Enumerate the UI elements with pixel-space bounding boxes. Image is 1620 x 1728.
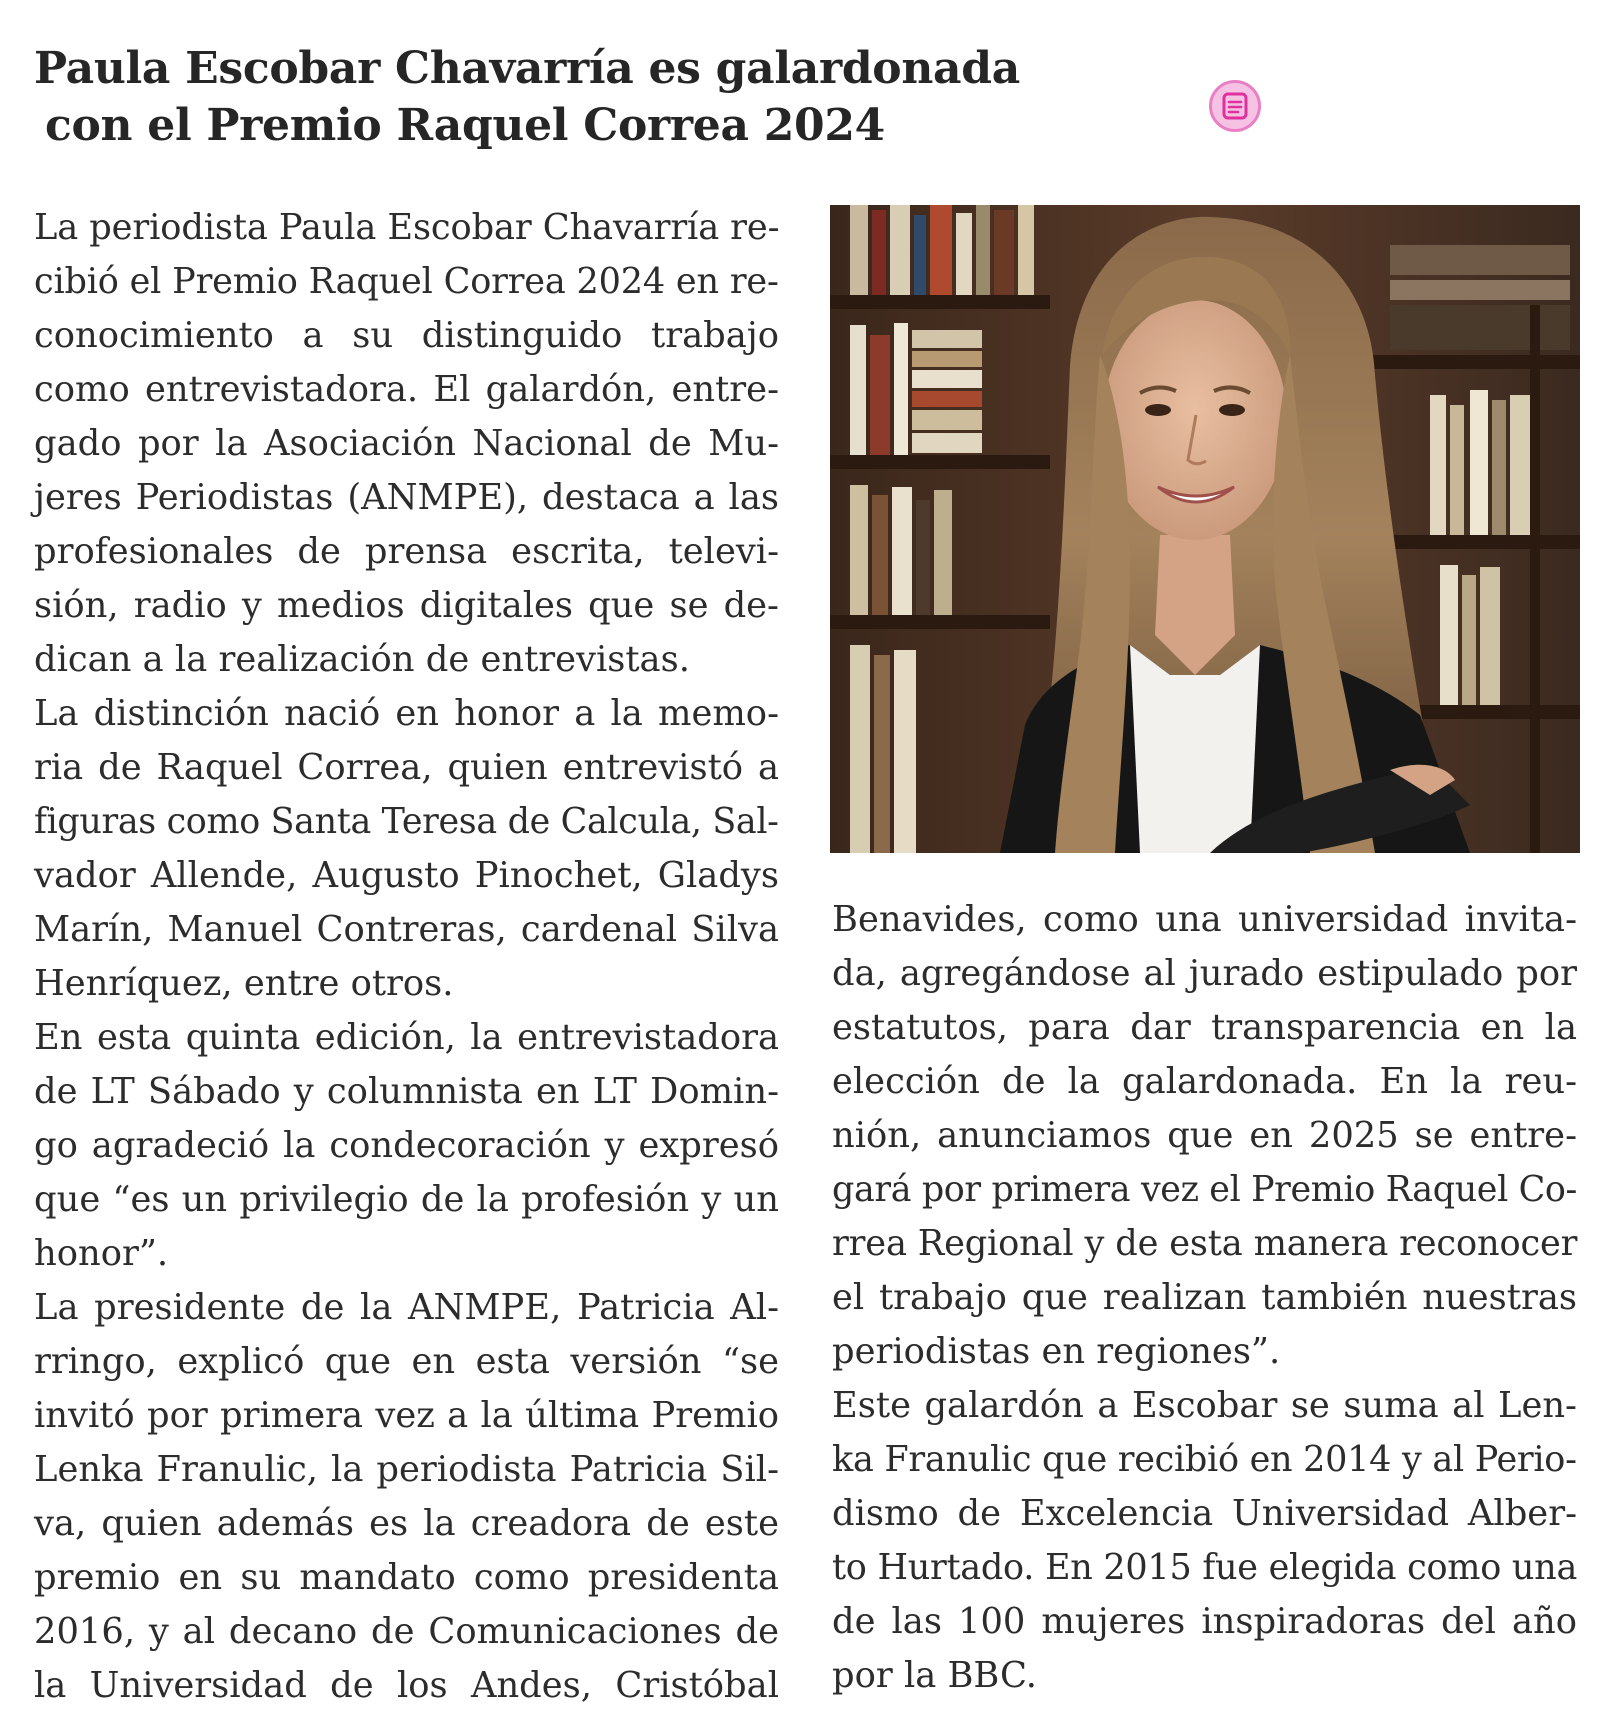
article-text-line: honor”. [34, 1233, 169, 1274]
article-text-line: conocimiento a su distinguido trabajo [34, 315, 779, 356]
article-text-line: sión, radio y medios digitales que se de- [34, 585, 779, 626]
article-column-right [832, 893, 1577, 1703]
article-text-line: Lenka Franulic, la periodista Patricia Sil- [34, 1449, 779, 1490]
headline-line-1: Paula Escobar Chavarría es galardonada [34, 43, 1020, 94]
article-text-line: Este galardón a Escobar se suma al Len- [832, 1385, 1577, 1426]
article-text-line: Henríquez, entre otros. [34, 963, 454, 1004]
article-text-line: dismo de Excelencia Universidad Alber- [832, 1493, 1577, 1534]
article-text-line: ka Franulic que recibió en 2014 y al Perio- [832, 1439, 1577, 1480]
article-text-line: En esta quinta edición, la entrevistadora [34, 1017, 779, 1058]
article-text-line: invitó por primera vez a la última Premio [34, 1395, 779, 1436]
article-text-line: figuras como Santa Teresa de Calcula, Sal- [34, 801, 779, 842]
article-icon-glyph [1212, 83, 1258, 129]
article-text-line: la Universidad de los Andes, Cristóbal [34, 1665, 779, 1706]
article-text-line: gado por la Asociación Nacional de Mu- [34, 423, 779, 464]
article-text-line: como entrevistadora. El galardón, entre- [34, 369, 779, 410]
headline-line-2: con el Premio Raquel Correa 2024 [45, 100, 885, 151]
article-text-line: periodistas en regiones”. [832, 1331, 1281, 1372]
article-text-line: La periodista Paula Escobar Chavarría re- [34, 207, 780, 248]
article-text-line: rrea Regional y de esta manera reconocer [832, 1223, 1578, 1264]
article-text-line: La distinción nació en honor a la memo- [34, 693, 779, 734]
article-text-line: elección de la galardonada. En la reu- [832, 1061, 1577, 1102]
article-text-line: de las 100 mujeres inspiradoras del año [832, 1601, 1577, 1642]
article-text-line: va, quien además es la creadora de este [34, 1503, 779, 1544]
article-icon[interactable] [1209, 80, 1261, 132]
article-text-line: to Hurtado. En 2015 fue elegida como una [832, 1547, 1578, 1588]
article-text-line: cibió el Premio Raquel Correa 2024 en re- [34, 261, 779, 302]
article-text-line: de LT Sábado y columnista en LT Domin- [34, 1071, 779, 1112]
article-text-line: por la BBC. [832, 1655, 1037, 1696]
article-text-line: rringo, explicó que en esta versión “se [34, 1341, 779, 1382]
article-text-line: ria de Raquel Correa, quien entrevistó a [34, 747, 779, 788]
article-text-line: el trabajo que realizan también nuestras [832, 1277, 1577, 1318]
article-text-line: Benavides, como una universidad invita- [832, 899, 1577, 940]
portrait-photo [830, 205, 1580, 853]
article-text-line: 2016, y al decano de Comunicaciones de [34, 1611, 779, 1652]
article-text-line: da, agregándose al jurado estipulado por [832, 953, 1577, 994]
article-column-left [34, 201, 779, 1713]
article-text-line: La presidente de la ANMPE, Patricia Al- [34, 1287, 779, 1328]
portrait-illustration [830, 205, 1580, 853]
article-text-line: jeres Periodistas (ANMPE), destaca a las [34, 477, 779, 518]
article-text-line: que “es un privilegio de la profesión y un [34, 1179, 779, 1220]
article-text-line: Marín, Manuel Contreras, cardenal Silva [34, 909, 779, 950]
article-text-line: vador Allende, Augusto Pinochet, Gladys [34, 855, 779, 896]
article-text-line: dican a la realización de entrevistas. [34, 639, 690, 680]
article-text-line: gará por primera vez el Premio Raquel Co- [832, 1169, 1577, 1210]
article-text-line: go agradeció la condecoración y expresó [34, 1125, 779, 1166]
article-text-line: nión, anunciamos que en 2025 se entre- [832, 1115, 1577, 1156]
article-text-line: estatutos, para dar transparencia en la [832, 1007, 1577, 1048]
article-text-line: profesionales de prensa escrita, televi- [34, 531, 779, 572]
article-text-line: premio en su mandato como presidenta [34, 1557, 779, 1598]
headline [34, 40, 1184, 154]
